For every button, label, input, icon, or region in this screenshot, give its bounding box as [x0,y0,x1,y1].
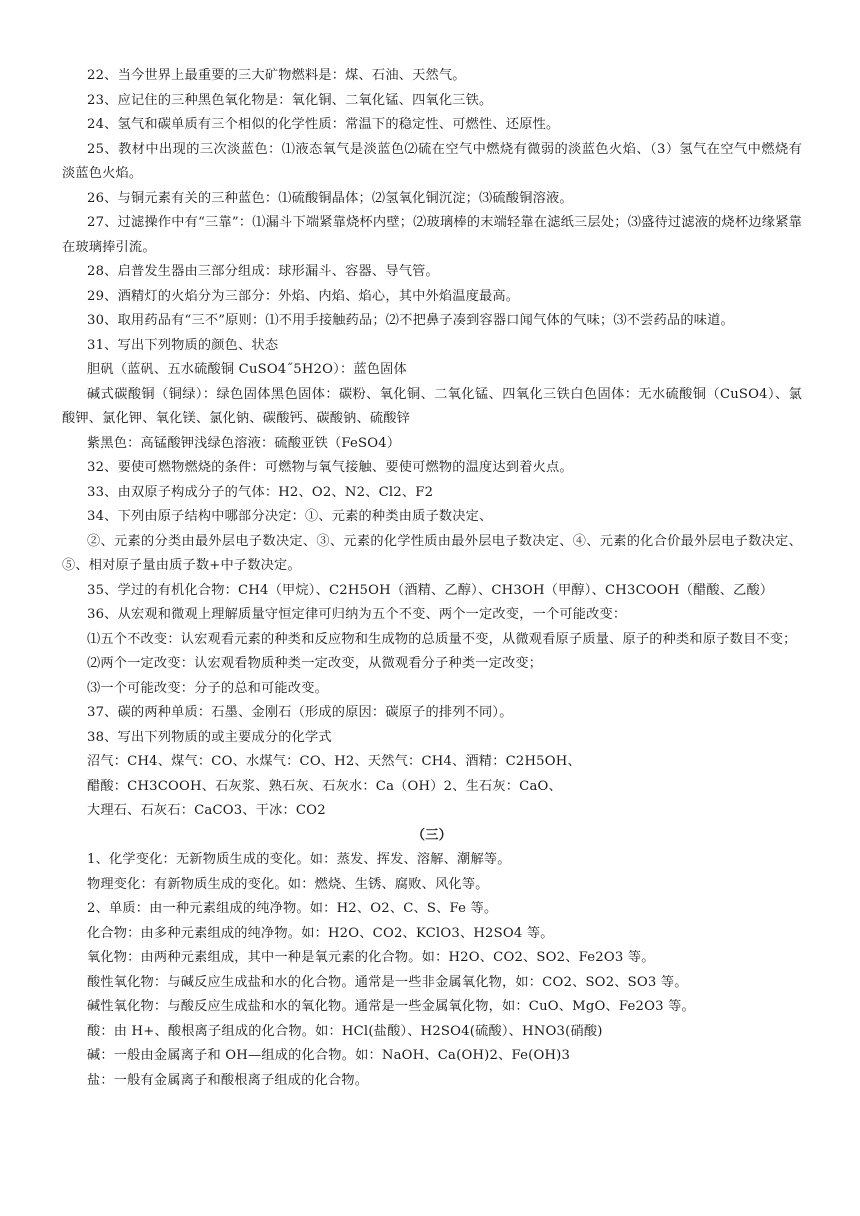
text-line-28: 28、启普发生器由三部分组成：球形漏斗、容器、导气管。 [87,264,439,279]
text-line-23: 23、应记住的三种黑色氧化物是：氧化铜、二氧化锰、四氧化三铁。 [87,92,493,108]
text-line-def-acid: 酸：由 H+、酸根离子组成的化合物。如：HCl(盐酸）、H2SO4(硫酸）、HNO3(硝酸) [87,1023,603,1039]
text-line-38-c: 大理石、石灰石：CaCO3、干冰：CO2 [87,803,326,818]
text-line-27: 27、过滤操作中有“三靠”：⑴漏斗下端紧靠烧杯内壁；⑵玻璃棒的末端轻靠在滤纸三层处；⑶盛待过滤液的烧杯边缘紧靠在玻璃捧引流。 [62,215,802,255]
text-line-31-c: 紫黑色：高锰酸钾浅绿色溶液：硫酸亚铁（FeSO4） [87,435,401,451]
section-heading: （三） [411,827,453,843]
text-line-def-2: 2、单质：由一种元素组成的纯净物。如：H2、O2、C、S、Fe 等。 [87,901,498,916]
text-line-def-basic-oxide: 碱性氧化物：与酸反应生成盐和水的氧化物。通常是一些金属氧化物，如：CuO、MgO、Fe2O3 等。 [87,999,695,1014]
text-line-36-2: ⑵两个一定改变：认宏观看物质种类一定改变，从微观看分子种类一定改变； [87,656,543,671]
text-line-38-a: 沼气：CH4、煤气：CO、水煤气：CO、H2、天然气：CH4、酒精：C2H5OH、 [87,754,581,769]
text-line-31: 31、写出下列物质的颜色、状态 [87,337,279,353]
text-line-26: 26、与铜元素有关的三种蓝色：⑴硫酸铜晶体；⑵氢氧化铜沉淀；⑶硫酸铜溶液。 [87,190,573,206]
text-line-24: 24、氢气和碳单质有三个相似的化学性质：常温下的稳定性、可燃性、还原性。 [87,117,560,132]
text-line-36-3: ⑶一个可能改变：分子的总和可能改变。 [87,680,328,696]
text-line-32: 32、要使可燃物燃烧的条件：可燃物与氧气接触、要使可燃物的温度达到着火点。 [87,460,573,475]
text-line-34-b: ②、元素的分类由最外层电子数决定、③、元素的化学性质由最外层电子数决定、④、元素的化合价最外层电子数决定、⑤、相对原子量由质子数+中子数决定。 [62,533,802,573]
text-line-25: 25、教材中出现的三次淡蓝色：⑴液态氧气是淡蓝色⑵硫在空气中燃烧有微弱的淡蓝色火焰、（3）氢气在空气中燃烧有淡蓝色火焰。 [62,141,802,181]
text-line-def-salt: 盐：一般有金属离子和酸根离子组成的化合物。 [87,1072,369,1088]
text-line-29: 29、酒精灯的火焰分为三部分：外焰、内焰、焰心，其中外焰温度最高。 [87,288,520,304]
text-line-36-1: ⑴五个不改变：认宏观看元素的种类和反应物和生成物的总质量不变，从微观看原子质量、原子的种类和原子数目不变； [87,631,797,647]
text-line-def-oxide: 氧化物：由两种元素组成，其中一种是氧元素的化合物。如：H2O、CO2、SO2、Fe2O3 等。 [87,950,655,965]
text-line-34: 34、下列由原子结构中哪部分决定：①、元素的种类由质子数决定、 [87,509,493,524]
text-line-31-a: 胆矾（蓝矾、五水硫酸铜 CuSO4˝5H2O）：蓝色固体 [87,362,407,377]
text-line-38-b: 醋酸：CH3COOH、石灰浆、熟石灰、石灰水：Ca（OH）2、生石灰：CaO、 [87,778,562,794]
text-line-31-b: 碱式碳酸铜（铜绿）：绿色固体黑色固体：碳粉、氧化铜、二氧化锰、四氧化三铁白色固体：无水硫酸铜（CuSO4）、氯酸钾、氯化钾、氧化镁、氯化钠、碳酸钙、碳酸钠、硫酸锌 [62,386,802,426]
text-line-def-2b: 化合物：由多种元素组成的纯净物。如：H2O、CO2、KClO3、H2SO4 等。 [87,925,554,941]
text-line-def-acidic-oxide: 酸性氧化物：与碱反应生成盐和水的化合物。通常是一些非金属氧化物，如：CO2、SO2、SO3 等。 [87,974,688,990]
text-line-def-1: 1、化学变化：无新物质生成的变化。如：蒸发、挥发、溶解、潮解等。 [87,852,511,867]
text-line-38: 38、写出下列物质的或主要成分的化学式 [87,729,332,745]
text-line-37: 37、碳的两种单质：石墨、金刚石（形成的原因：碳原子的排列不同）。 [87,705,513,720]
text-line-30: 30、取用药品有“三不”原则：⑴不用手接触药品；⑵不把鼻子凑到容器口闻气体的气味；⑶不尝药品的味道。 [87,313,734,328]
text-line-22: 22、当今世界上最重要的三大矿物燃料是：煤、石油、天然气。 [87,68,466,83]
text-line-36: 36、从宏观和微观上理解质量守恒定律可归纳为五个不变、两个一定改变，一个可能改变： [87,607,627,622]
text-line-33: 33、由双原子构成分子的气体：H2、O2、N2、Cl2、F2 [87,484,434,500]
text-line-35: 35、学过的有机化合物：CH4（甲烷）、C2H5OH（酒精、乙醇）、CH3OH（甲醇）、CH3COOH（醋酸、乙酸） [87,582,774,598]
text-line-def-base: 碱：一般由金属离子和 OH—组成的化合物。如：NaOH、Ca(OH)2、Fe(OH)3 [87,1048,571,1063]
document-page [62,64,802,1093]
text-line-def-1b: 物理变化：有新物质生成的变化。如：燃烧、生锈、腐败、风化等。 [87,876,489,892]
